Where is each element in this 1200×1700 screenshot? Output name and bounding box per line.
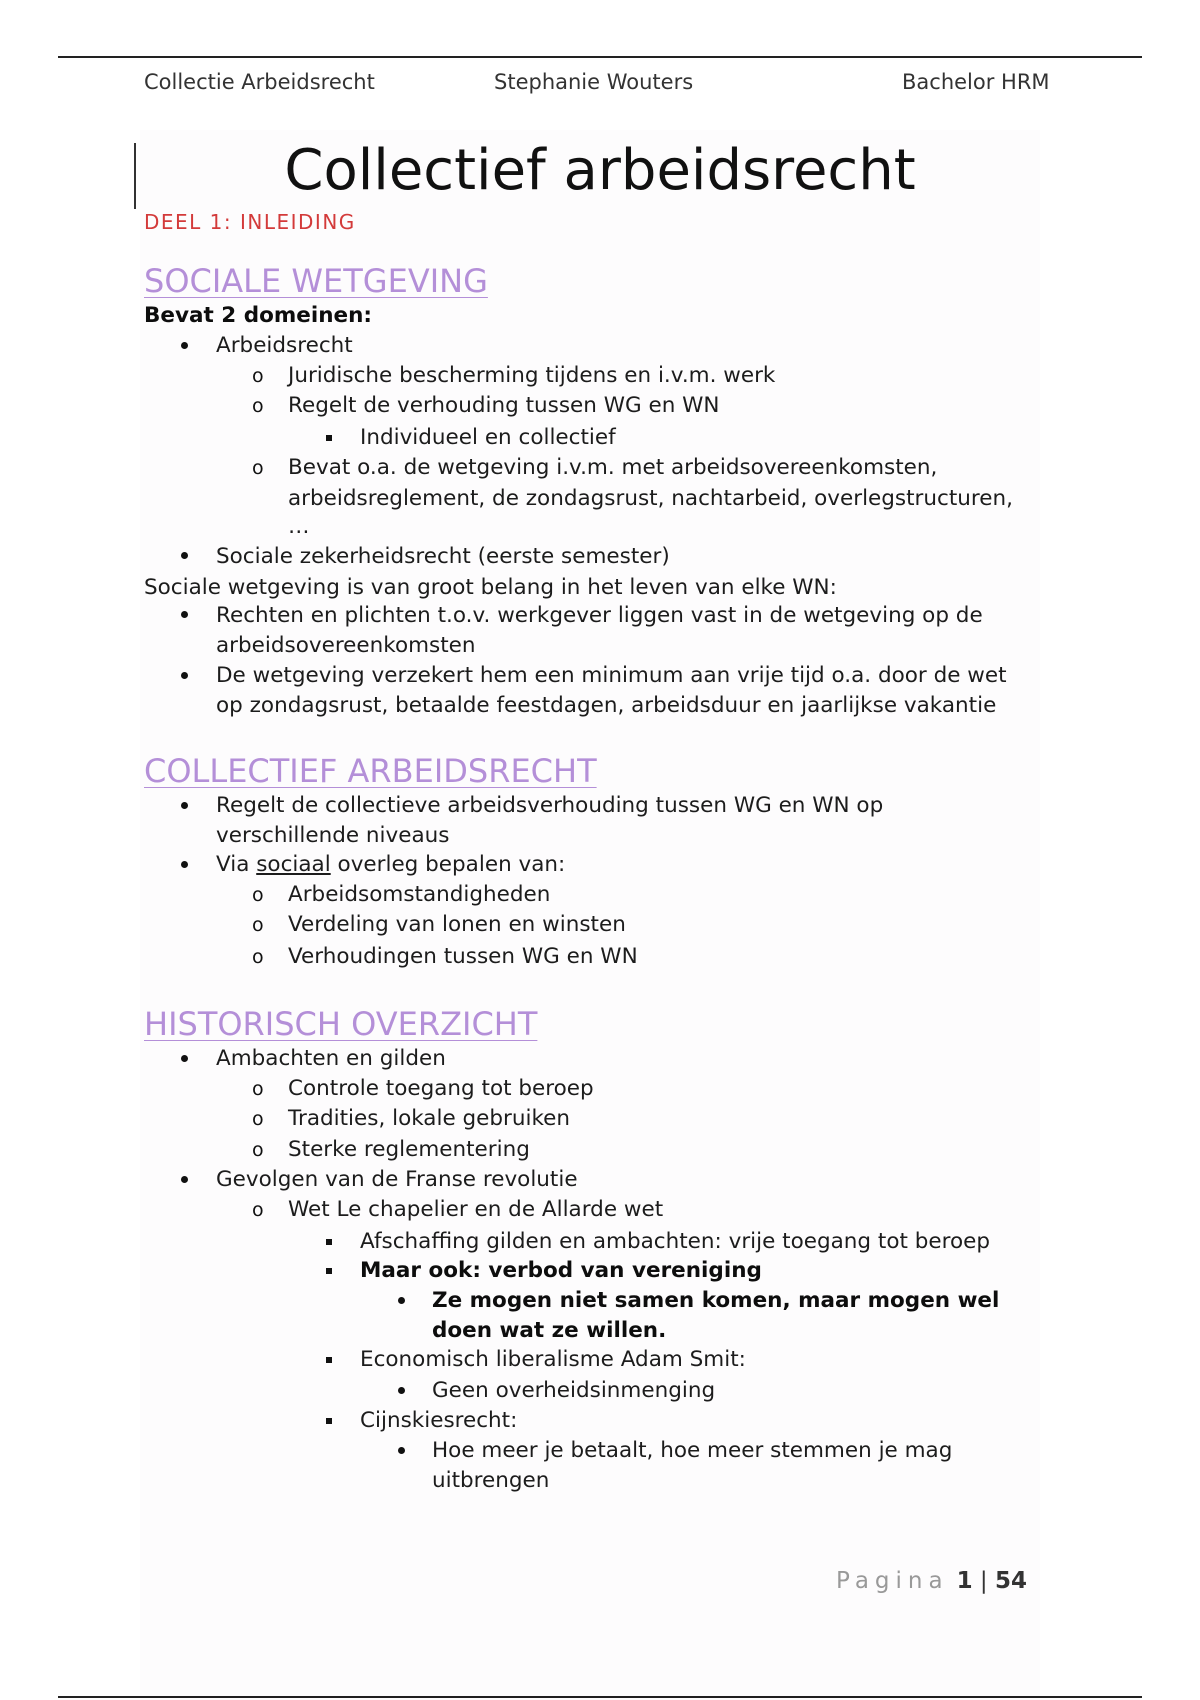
circle-bullet-icon: o (252, 395, 264, 417)
bullet-icon (398, 1387, 405, 1394)
list-item: Rechten en plichten t.o.v. werkgever liggen vast in de wetgeving op de (216, 603, 983, 628)
square-bullet-icon (326, 1268, 332, 1274)
bullet-icon (181, 802, 188, 809)
list-item: Sociale zekerheidsrecht (eerste semester) (216, 544, 670, 569)
page-label: Pagina (836, 1568, 949, 1594)
square-bullet-icon (326, 1357, 332, 1363)
bullet-icon (181, 1176, 188, 1183)
list-item: Bevat o.a. de wetgeving i.v.m. met arbeidsovereenkomsten, (288, 455, 938, 480)
list-item: Ze mogen niet samen komen, maar mogen wel (432, 1288, 1000, 1313)
bullet-icon (398, 1447, 405, 1454)
circle-bullet-icon: o (252, 946, 264, 968)
header-rule (58, 56, 1142, 58)
current-page: 1 (956, 1568, 973, 1594)
circle-bullet-icon: o (252, 1199, 264, 1221)
list-item: Individueel en collectief (360, 425, 616, 450)
intro-text: Bevat 2 domeinen: (144, 303, 373, 328)
circle-bullet-icon: o (252, 914, 264, 936)
list-item: Economisch liberalisme Adam Smit: (360, 1347, 746, 1372)
header-program: Bachelor HRM (902, 70, 1050, 94)
square-bullet-icon (326, 1239, 332, 1245)
paragraph: Sociale wetgeving is van groot belang in het leven van elke WN: (144, 575, 837, 600)
bullet-icon (181, 611, 188, 618)
list-item: Gevolgen van de Franse revolutie (216, 1167, 578, 1192)
list-item: De wetgeving verzekert hem een minimum aan vrije tijd o.a. door de wet (216, 663, 1007, 688)
bullet-icon (181, 552, 188, 559)
document-title[interactable]: Collectief arbeidsrecht (284, 138, 916, 203)
circle-bullet-icon: o (252, 1078, 264, 1100)
total-pages: 54 (994, 1568, 1027, 1594)
section-heading-collectief-arbeidsrecht: COLLECTIEF ARBEIDSRECHT (144, 752, 597, 790)
circle-bullet-icon: o (252, 365, 264, 387)
list-item: Regelt de collectieve arbeidsverhouding tussen WG en WN op (216, 793, 884, 818)
circle-bullet-icon: o (252, 884, 264, 906)
circle-bullet-icon: o (252, 457, 264, 479)
list-item: Afschaffing gilden en ambachten: vrije toegang tot beroep (360, 1229, 991, 1254)
list-item: Arbeidsrecht (216, 333, 353, 358)
square-bullet-icon (326, 1418, 332, 1424)
list-item: Wet Le chapelier en de Allarde wet (288, 1197, 664, 1222)
section-heading-sociale-wetgeving: SOCIALE WETGEVING (144, 262, 488, 300)
list-item-continuation: … (288, 514, 310, 539)
list-item-continuation: verschillende niveaus (216, 823, 450, 848)
underlined-word: sociaal (256, 852, 331, 877)
list-item: Controle toegang tot beroep (288, 1076, 594, 1101)
list-item: Juridische bescherming tijdens en i.v.m. werk (288, 363, 776, 388)
list-item-text: overleg bepalen van: (330, 852, 566, 877)
list-item: Maar ook: verbod van vereniging (360, 1258, 762, 1283)
list-item-continuation: op zondagsrust, betaalde feestdagen, arbeidsduur en jaarlijkse vakantie (216, 693, 997, 718)
list-item (216, 850, 565, 880)
list-item: Geen overheidsinmenging (432, 1378, 716, 1403)
list-item-text: Via (216, 852, 257, 877)
square-bullet-icon (326, 435, 332, 441)
bullet-icon (181, 342, 188, 349)
bullet-icon (398, 1297, 405, 1304)
footer-rule (58, 1696, 1142, 1698)
list-item: Arbeidsomstandigheden (288, 882, 551, 907)
list-item: Hoe meer je betaalt, hoe meer stemmen je mag (432, 1438, 953, 1463)
list-item: Regelt de verhouding tussen WG en WN (288, 393, 720, 418)
list-item: Verhoudingen tussen WG en WN (288, 944, 638, 969)
list-item-continuation: doen wat ze willen. (432, 1318, 667, 1343)
page-separator: | (979, 1568, 988, 1594)
list-item: Ambachten en gilden (216, 1046, 446, 1071)
bullet-icon (181, 672, 188, 679)
list-item: Verdeling van lonen en winsten (288, 912, 626, 937)
list-item-continuation: arbeidsreglement, de zondagsrust, nachtarbeid, overlegstructuren, (288, 486, 1013, 511)
header-author: Stephanie Wouters (494, 70, 694, 94)
section-heading-historisch-overzicht: HISTORISCH OVERZICHT (144, 1005, 538, 1043)
header-course: Collectie Arbeidsrecht (144, 70, 375, 94)
circle-bullet-icon: o (252, 1108, 264, 1130)
list-item: Tradities, lokale gebruiken (288, 1106, 571, 1131)
list-item: Cijnskiesrecht: (360, 1408, 518, 1433)
circle-bullet-icon: o (252, 1139, 264, 1161)
list-item: Sterke reglementering (288, 1137, 530, 1162)
part-heading: DEEL 1: INLEIDING (144, 210, 356, 234)
page-number (836, 1568, 1027, 1594)
list-item-continuation: arbeidsovereenkomsten (216, 633, 476, 658)
list-item-continuation: uitbrengen (432, 1468, 550, 1493)
bullet-icon (181, 1055, 188, 1062)
bullet-icon (181, 861, 188, 868)
